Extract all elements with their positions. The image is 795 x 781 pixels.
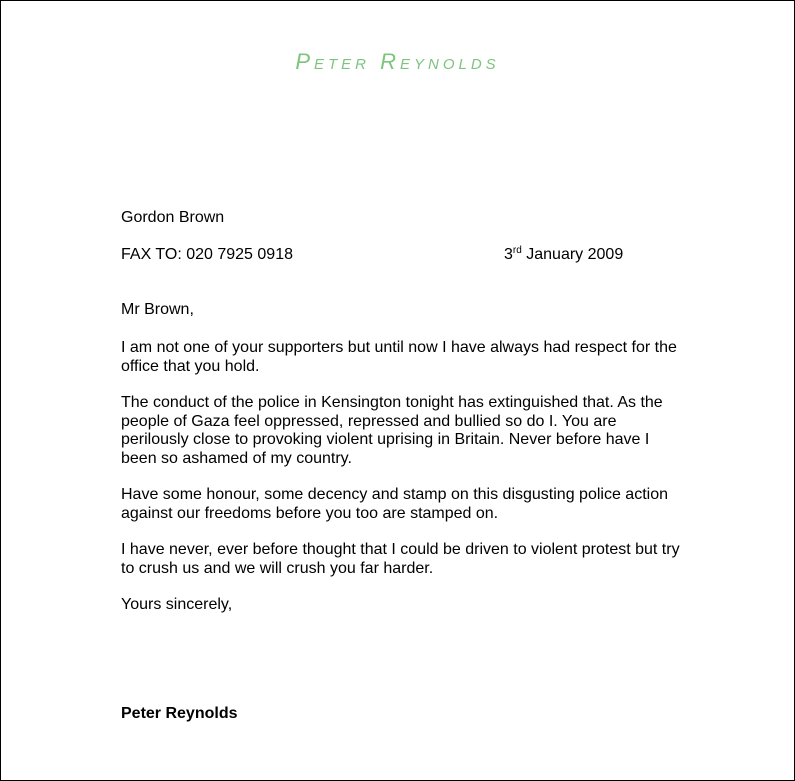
body-paragraph-4: I have never, ever before thought that I could be driven to violent protest but try to crush us and we will crush you far harder. [121,541,680,577]
recipient-name: Gordon Brown [121,209,225,226]
salutation: Mr Brown, [121,301,194,318]
letter-date [504,246,623,264]
body-paragraph-2: The conduct of the police in Kensington tonight has extinguished that. As the people of Gaza feel oppressed, repressed and bullied so do I. You are perilously close to provoking violent uprising in Britain. Never before have I been so ashamed of my country. [121,394,663,467]
fax-number: FAX TO: 020 7925 0918 [121,246,293,263]
date-suffix: rd [512,245,522,256]
closing: Yours sincerely, [121,596,233,613]
date-month-year: January 2009 [521,246,624,263]
letterhead-title: Peter Reynolds [295,49,500,74]
body-paragraph-1: I am not one of your supporters but until now I have always had respect for the office that you hold. [121,339,677,375]
body-paragraph-3: Have some honour, some decency and stamp on this disgusting police action against our freedoms before you too are stamped on. [121,486,668,522]
signature-name: Peter Reynolds [121,705,238,722]
date-day: 3 [504,246,513,263]
